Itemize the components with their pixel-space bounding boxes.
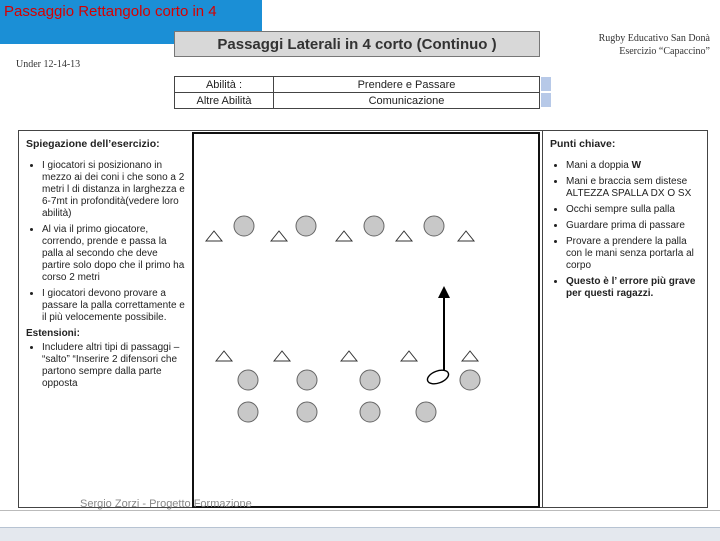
table-row bbox=[175, 93, 540, 109]
decor-block bbox=[541, 93, 551, 107]
player-icon bbox=[416, 402, 436, 422]
player-icon bbox=[234, 216, 254, 236]
drill-diagram-svg bbox=[194, 134, 538, 506]
slide-tab[interactable]: Passaggio Rettangolo corto in 4 bbox=[0, 0, 262, 44]
cone-icon bbox=[274, 351, 290, 361]
pass-arrow bbox=[438, 286, 450, 372]
list-item: • Provare a prendere la palla con le mani senza portarla al corpo bbox=[566, 236, 700, 272]
organization-header bbox=[540, 32, 710, 58]
cone-icon bbox=[401, 351, 417, 361]
table-row bbox=[175, 77, 540, 93]
cone-icon bbox=[458, 231, 474, 241]
cone-icon bbox=[462, 351, 478, 361]
list-item: • Mani a doppia W bbox=[566, 160, 700, 172]
player-icon bbox=[364, 216, 384, 236]
list-item: • I giocatori si posizionano in mezzo ai dei coni i che sono a 2 metri l di distanza in larghezza e 6-7mt in profondità(vedere loro abilità) bbox=[42, 160, 186, 220]
arrow-head-icon bbox=[438, 286, 450, 298]
list-item: • Guardare prima di passare bbox=[566, 220, 700, 232]
status-bar bbox=[0, 527, 720, 541]
player-icon bbox=[297, 402, 317, 422]
skills-value: Prendere e Passare bbox=[274, 77, 540, 93]
list-item: • I giocatori devono provare a passare la palla correttamente e il più velocemente possibile. bbox=[42, 288, 186, 324]
list-item: • Questo è l’ errore più grave per questi ragazzi. bbox=[566, 276, 700, 300]
skills-key: Abilità : bbox=[175, 77, 274, 93]
cone-icon bbox=[206, 231, 222, 241]
organization-name: Rugby Educativo San Donà bbox=[598, 33, 710, 44]
cone-icon bbox=[271, 231, 287, 241]
player-icon bbox=[238, 370, 258, 390]
player-icon bbox=[360, 402, 380, 422]
divider bbox=[0, 510, 720, 511]
exercise-name: Esercizio “Capaccino” bbox=[619, 46, 710, 57]
explanation-heading: Spiegazione dell’esercizio: bbox=[26, 138, 160, 150]
skills-value: Comunicazione bbox=[274, 93, 540, 109]
extensions-heading: Estensioni: bbox=[26, 328, 80, 339]
player-icon bbox=[296, 216, 316, 236]
list-item: • Mani e braccia sem distese ALTEZZA SPALLA DX O SX bbox=[566, 176, 700, 200]
cone-icon bbox=[341, 351, 357, 361]
ball-icon bbox=[426, 368, 451, 387]
cone-icon bbox=[396, 231, 412, 241]
cone-icon bbox=[216, 351, 232, 361]
skills-key: Altre Abilità bbox=[175, 93, 274, 109]
drill-diagram bbox=[192, 132, 540, 508]
key-points-panel bbox=[550, 138, 700, 304]
player-icon bbox=[460, 370, 480, 390]
list-item: • Includere altri tipi di passaggi – “salto” “Inserire 2 difensori che partono sempre dalla parte opposta bbox=[42, 342, 186, 390]
age-group: Under 12-14-13 bbox=[16, 59, 81, 70]
list-item: • Al via il primo giocatore, correndo, prende e passa la palla al secondo che deve partire solo dopo che il primo ha corso 2 metri bbox=[42, 224, 186, 284]
player-icon bbox=[360, 370, 380, 390]
player-icon bbox=[238, 402, 258, 422]
page-title: Passaggi Laterali in 4 corto (Continuo ) bbox=[174, 31, 540, 57]
cone-icon bbox=[336, 231, 352, 241]
player-icon bbox=[424, 216, 444, 236]
column-divider bbox=[542, 130, 543, 508]
list-item: • Occhi sempre sulla palla bbox=[566, 204, 700, 216]
key-points-heading: Punti chiave: bbox=[550, 138, 616, 150]
footer-text: Sergio Zorzi - Progetto Formazione bbox=[80, 498, 252, 510]
explanation-panel bbox=[26, 138, 186, 394]
decor-block bbox=[541, 77, 551, 91]
player-icon bbox=[297, 370, 317, 390]
cones-group bbox=[206, 231, 478, 361]
skills-table bbox=[174, 76, 540, 109]
